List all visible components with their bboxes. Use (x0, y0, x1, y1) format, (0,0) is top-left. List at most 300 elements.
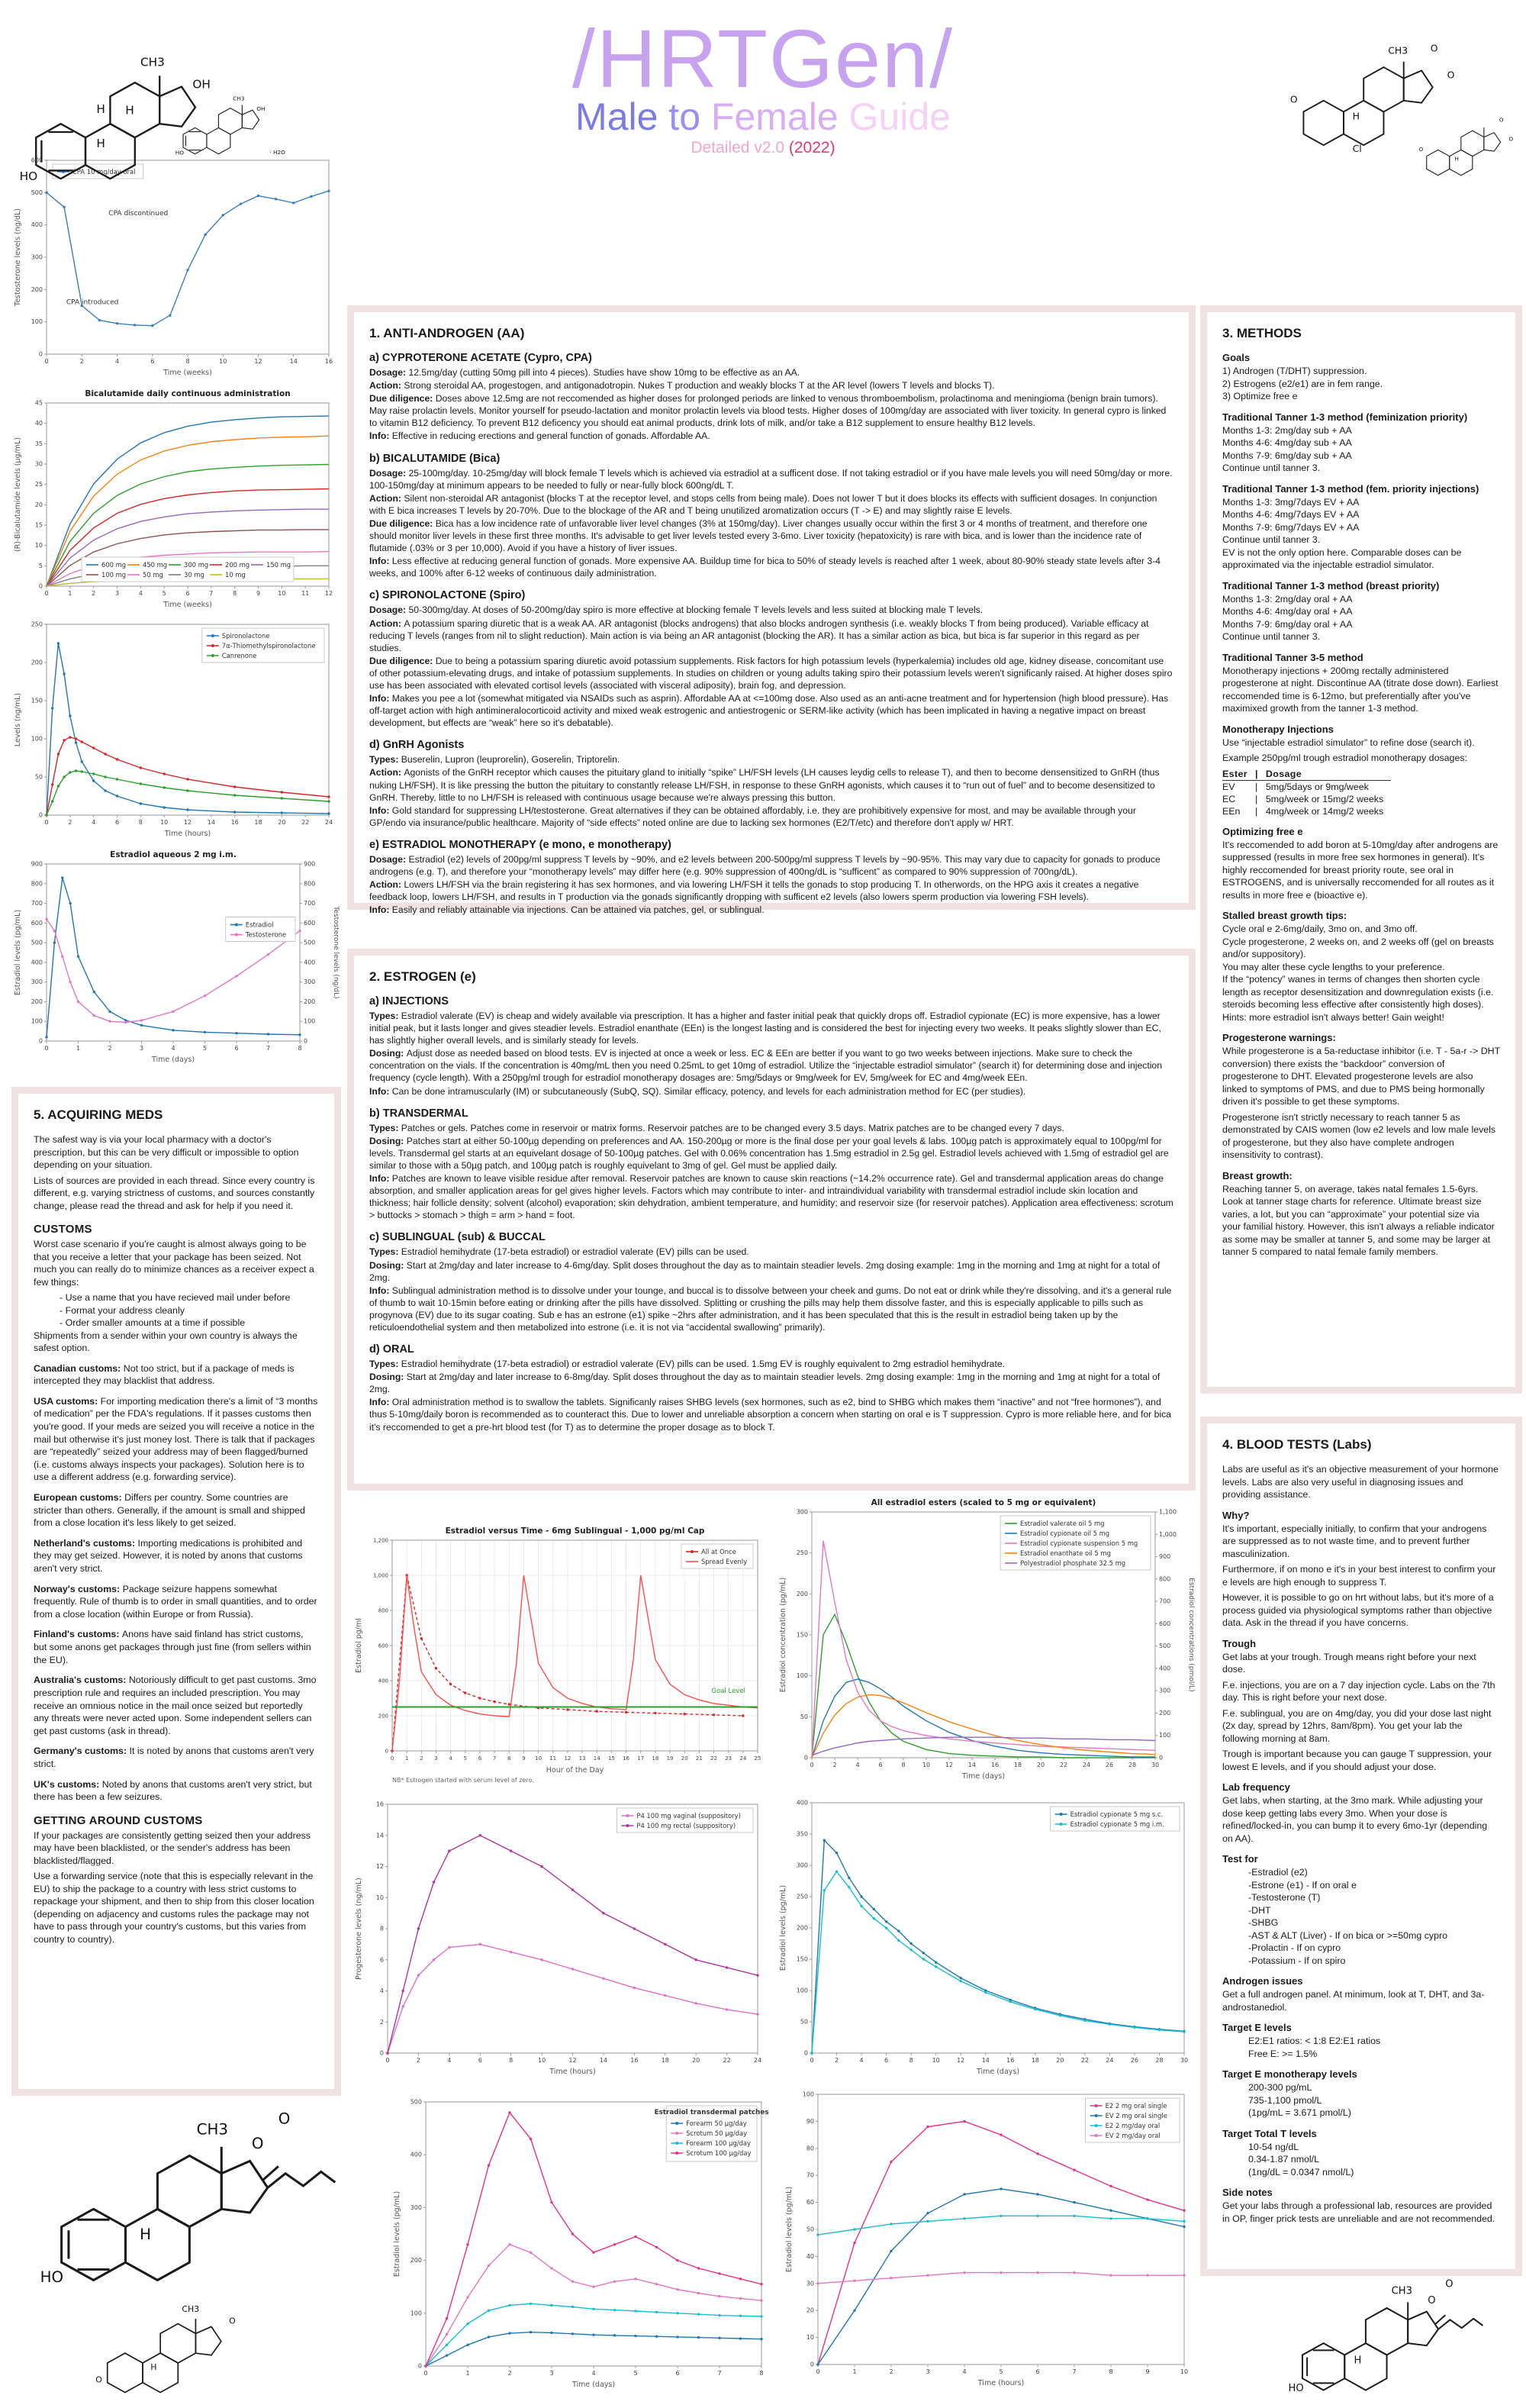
text-line: -Prolactin - If on cypro (1248, 1942, 1341, 1953)
svg-text:150: 150 (31, 697, 43, 704)
text-line: If the “potency” wanes in terms of changes then shorten cycle length as receptor desensitization and downregulation exists (i.e. steroids becoming less effective after consistently high doses). (1222, 974, 1494, 1010)
ester-table-cell: 4mg/week or 14mg/2 weeks (1265, 805, 1384, 817)
esters-chart-container (777, 1492, 1195, 1784)
svg-text:500: 500 (1159, 1642, 1171, 1650)
ester-table-cell: 5mg/week or 15mg/2 weeks (1265, 793, 1384, 804)
drug-field: Info: Oral administration method is to swallow the tablets. Significanly raises SHBG levels (sex hormones, such as e2, bind to SHBG which makes them “inactive” and not “free hormones”), and thus 5-10mg/daily boron is recommended as to counteract this. Due to lower and unreliable absorption a concern when starting on oral e is T suppression. Cypro is more reliable here, and for bica it's reccomended to get a pre-hrt blood test (for T) as to determine the proper dosage as to block T. (369, 1397, 1171, 1433)
field-label: Info: (369, 904, 392, 916)
svg-text:2: 2 (108, 1045, 112, 1052)
field-label: Action: (369, 617, 404, 629)
drug-field: Dosing: Start at 2mg/day and later increase to 6-8mg/day. Split doses throughout the day as to maintain steadier levels. 2mg dosing example: 1mg in the morning and 1mg at night for a total of 2mg. (369, 1372, 1161, 1395)
customs-entry: European customs: Differs per country. Some countries are stricter than others. Generally, if the amount is small and shipped from a close location it's less likely to get seized. (34, 1491, 305, 1529)
svg-text:Goal Level: Goal Level (711, 1688, 745, 1696)
svg-text:80: 80 (806, 2145, 814, 2152)
svg-text:14: 14 (593, 1755, 600, 1762)
svg-text:900: 900 (31, 860, 43, 868)
svg-text:100: 100 (31, 318, 43, 326)
svg-text:40: 40 (34, 420, 43, 427)
svg-text:Estradiol cypionate 5 mg i.m.: Estradiol cypionate 5 mg i.m. (1070, 1820, 1164, 1828)
svg-text:14: 14 (981, 2057, 990, 2064)
paragraph: It's reccomended to add boron at 5-10mg/day after androgens are suppressed (results in more free sex hormones in general). It's highly reccomended for breast priority route, see oral in ESTROGENS, and is universally reccomended for all routes as it results in more free e (bioactive e). (1222, 839, 1499, 901)
field-label: Dosing: (369, 1135, 407, 1146)
atom-label: O (1445, 2278, 1454, 2290)
svg-text:300: 300 (796, 1862, 808, 1869)
svg-text:400: 400 (378, 1678, 388, 1684)
svg-text:0: 0 (44, 1045, 49, 1052)
ecsc-chart-container (777, 1794, 1195, 2079)
svg-text:9: 9 (522, 1755, 526, 1762)
svg-text:0: 0 (38, 811, 43, 819)
svg-text:Levels (ng/mL): Levels (ng/mL) (14, 692, 22, 747)
svg-text:3: 3 (549, 2370, 554, 2377)
svg-text:0: 0 (810, 2361, 814, 2368)
svg-text:10 mg: 10 mg (225, 570, 246, 579)
drug-heading: b) BICALUTAMIDE (Bica) (369, 452, 501, 465)
svg-text:2: 2 (507, 2370, 512, 2377)
ester-table-cell: | (1255, 781, 1258, 792)
svg-text:Time (days): Time (days) (571, 2381, 616, 2389)
svg-text:24: 24 (753, 2057, 762, 2064)
spiro-chart (11, 615, 340, 841)
tagline-version: v2.0 (754, 139, 789, 156)
svg-text:400: 400 (410, 2151, 422, 2158)
svg-text:200: 200 (31, 659, 43, 666)
atom-label: H (125, 103, 134, 118)
svg-text:20: 20 (681, 1755, 688, 1762)
page-subtitle (575, 95, 951, 139)
svg-text:1,000: 1,000 (1159, 1530, 1177, 1538)
atom-label: O (1447, 69, 1455, 81)
customs-entry: USA customs: For importing medication there's a limit of “3 months of medication” per the FDA's regulations. If it passes customs then you're good. If your meds are seized you will receive a notice in the mail but otherwise it's just money lost. There is talk that if packages are “repeatedly” seized your address may of been flagged/burned (i.e. customs always inspects your packages). Solution here is to use a different address (e.g. forwarding service). (34, 1395, 318, 1483)
svg-text:450 mg: 450 mg (143, 560, 168, 569)
ester-table-cell: Ester (1222, 768, 1255, 781)
field-label: Dosage: (369, 604, 409, 616)
field-label: Info: (369, 1085, 392, 1097)
svg-text:4: 4 (591, 2370, 596, 2377)
svg-text:700: 700 (304, 900, 316, 907)
sub-heading: CUSTOMS (34, 1223, 92, 1236)
sub-heading: Test for (1222, 1853, 1258, 1865)
svg-text:7: 7 (266, 1045, 271, 1052)
customs-entry: Australia's customs: Notoriously difficult to get past customs. 3mo prescription rule and requires an included prescription. You may receive an omnious notice in the mail once seized but reportedly any threats were never acted upon. Some independent sellers can get past customs (ask in thread). (34, 1675, 317, 1736)
text-line: 10-54 ng/dL (1248, 2141, 1299, 2152)
svg-text:20: 20 (692, 2057, 700, 2064)
text-line: - Order smaller amounts at a time if possible (60, 1317, 246, 1328)
svg-text:28: 28 (1128, 1762, 1137, 1768)
svg-text:28: 28 (1155, 2057, 1164, 2064)
svg-text:E2 2 mg oral single: E2 2 mg oral single (1105, 2101, 1167, 2110)
svg-text:24: 24 (324, 819, 333, 826)
svg-text:Time (hours): Time (hours) (164, 830, 211, 838)
atom-label: O (278, 2110, 291, 2128)
atom-label: O (1499, 116, 1504, 124)
svg-text:Estradiol aqueous 2 mg i.m.: Estradiol aqueous 2 mg i.m. (110, 850, 237, 859)
field-label: Action: (369, 492, 404, 504)
svg-text:12: 12 (945, 1762, 954, 1768)
svg-text:7α-Thiomethylspironolactone: 7α-Thiomethylspironolactone (221, 641, 316, 650)
field-label: Action: (369, 767, 404, 778)
svg-text:Time (days): Time (days) (976, 2068, 1020, 2076)
svg-text:200: 200 (796, 1590, 808, 1597)
svg-text:500: 500 (31, 189, 43, 196)
text-line: 200-300 pg/mL (1248, 2082, 1312, 2093)
svg-text:50: 50 (800, 2018, 808, 2026)
paragraph: Furthermore, if on mono e it's in your best interest to confirm your e levels are high enough to suppress T. (1222, 1564, 1496, 1588)
field-label: Types: (369, 1246, 401, 1258)
field-label: Action: (369, 879, 404, 891)
drug-field: Types: Estradiol hemihydrate (17-beta estradiol) or estradiol valerate (EV) pills can be used. 1.5mg EV is roughly equivalent to 2mg estradiol hemihydrate. (369, 1359, 1006, 1370)
text-line: -DHT (1248, 1904, 1271, 1916)
svg-text:Scrotum 50 µg/day: Scrotum 50 µg/day (686, 2129, 748, 2137)
svg-text:400: 400 (31, 959, 43, 966)
text-line: You may alter these cycle lengths to your preference. (1222, 961, 1445, 972)
text-line: 2) Estrogens (e2/e1) are in fem range. (1222, 378, 1383, 389)
estradiol-hemihydrate-structure (174, 87, 285, 163)
svg-text:15: 15 (34, 521, 43, 529)
svg-text:8: 8 (138, 819, 143, 826)
subtitle-part: Guide (838, 95, 951, 138)
atom-label: CH3 (182, 2304, 200, 2315)
svg-text:Time (hours): Time (hours) (977, 2379, 1025, 2387)
svg-text:250: 250 (31, 621, 43, 628)
ester-table-cell: EV (1222, 781, 1235, 792)
section-title: 1. ANTI-ANDROGEN (AA) (369, 326, 525, 340)
svg-text:Hour of the Day: Hour of the Day (546, 1766, 604, 1775)
svg-text:4: 4 (962, 2368, 967, 2375)
svg-text:4: 4 (855, 1762, 860, 1768)
svg-text:10: 10 (535, 1755, 542, 1762)
svg-text:30: 30 (1180, 2057, 1189, 2064)
text-line: Cycle progesterone, 2 weeks on, and 2 weeks off (gel on breasts and/or suppository). (1222, 936, 1494, 959)
svg-text:100: 100 (802, 2090, 814, 2098)
text-line-group (1222, 923, 1500, 1023)
svg-text:300: 300 (1159, 1687, 1171, 1694)
oral-chart (783, 2085, 1195, 2390)
drug-field: Dosage: 12.5mg/day (cutting 50mg pill into 4 pieces). Studies have show 10mg to be effective as an AA. (369, 367, 800, 378)
svg-text:14: 14 (375, 1832, 384, 1839)
svg-text:26: 26 (1105, 1762, 1114, 1768)
paragraph: Trough is important because you can gauge T suppression, your lowest E levels, and if you should adjust your dose. (1222, 1749, 1492, 1772)
svg-text:0: 0 (803, 1754, 808, 1762)
text-line: 1) Androgen (T/DHT) suppression. (1222, 366, 1367, 376)
sub-heading: Target Total T levels (1222, 2127, 1317, 2139)
sub-heading: Side notes (1222, 2187, 1273, 2198)
svg-text:600: 600 (1159, 1620, 1171, 1627)
drug-field: Info: Makes you pee a lot (somewhat mitigated via NSAIDs such as asprin). Affordable AA at <=100mg dose. Also used as an anti-acne treatment and for hypertension (high blood pressure). Has off-target action with high antimineralocorticoid activity and mixed weak estrogenic and antiestrogenic or SERM-like activity (which has been implicated in having a negative impact on breast development, but effects are “weak” here so it's debatable). (369, 693, 1169, 729)
text-line: 0.34-1.87 nmol/L (1248, 2154, 1319, 2165)
atom-label: O (251, 2135, 264, 2153)
svg-text:25: 25 (34, 481, 43, 488)
oral-chart-container (783, 2085, 1195, 2390)
atom-label: OH (192, 77, 211, 92)
drug-field: Info: Easily and reliably attainable via injections. Can be attained via patches, gel, or sublingual. (369, 904, 765, 916)
field-label: Info: (369, 556, 392, 567)
atom-label: CH3 (140, 55, 165, 69)
svg-text:Time (days): Time (days) (151, 1056, 195, 1064)
text-line: Months 1-3: 2mg/day sub + AA (1222, 424, 1352, 436)
svg-text:1,100: 1,100 (1159, 1508, 1177, 1516)
text-line: 3) Optimize free e (1222, 391, 1298, 401)
paragraph: Get your labs through a professional lab, resources are provided in OP, finger prick tests are unreliable and are not recommended. (1222, 2200, 1495, 2224)
svg-text:25: 25 (754, 1755, 761, 1762)
subtitle-part: Female (710, 95, 839, 138)
svg-text:11: 11 (549, 1755, 557, 1762)
svg-text:100: 100 (410, 2310, 422, 2317)
svg-text:Estradiol valerate oil 5 mg: Estradiol valerate oil 5 mg (1020, 1519, 1105, 1527)
page-title: /HRTGen/ (571, 12, 955, 105)
text-line: Cycle oral e 2-6mg/daily, 3mo on, and 3mo off. (1222, 924, 1418, 934)
atom-label: H (1354, 2355, 1362, 2367)
field-label: Due diligence: (369, 517, 436, 529)
drug-field: Action: Lowers LH/FSH via the brain registering it has sex hormones, and via lowering LH/FSH it tells the gonads to stop producing T. In otherwords, on the HPG axis it creates a negative feedback loop, lowers LH/FSH, and results in T production via the gonads significantly dropping with sufficent e2 levels (also lowers sperm production via lowering FSH levels). (369, 879, 1139, 903)
svg-text:6: 6 (234, 1045, 239, 1052)
atom-label: O (1508, 135, 1514, 143)
paragraph: Labs are useful as it's an objective measurement of your hormone levels. Labs are also very useful in diagnosing issues and providing assistance. (1222, 1464, 1499, 1500)
paragraph: If your packages are consistently getting seized then your address may have been blacklisted, or the sender's address has been blacklisted/flagged. (34, 1829, 311, 1866)
drug-field: Info: Can be done intramuscularly (IM) or subcutaneously (SubQ, SQ). Similar efficacy, potency, and levels for each administration method for EC (per studies). (369, 1085, 1026, 1097)
atom-label: O (1418, 146, 1424, 153)
svg-text:3: 3 (926, 2368, 930, 2375)
drug-field: Due diligence: Doses above 12.5mg are not reccomended as higher doses for prolonged periods are linked to venous thromboembolism, prolactinoma and meningioma (benign brain tumors). May raise prolactin levels. Monitor yourself for pseudo-lactation and monitor prolactin levels via blood tests. Higher doses of 100mg/day are associated with liver toxicity. In general cypro is linked to vitamin B12 deficiency. To prevent B12 deficency you should eat animal products, drink lots of milk, and/or take a B12 supplement to ensure healthy B12 levels. (369, 393, 1167, 429)
svg-text:200: 200 (31, 998, 43, 1005)
section-title: 3. METHODS (1222, 326, 1302, 340)
svg-text:8: 8 (298, 1045, 302, 1052)
text-line: -Potassium - If on spiro (1248, 1955, 1346, 1966)
spiro-chart-container (11, 615, 340, 841)
paragraph: Use a forwarding service (note that this is especially relevant in the EU) to ship the package to a country with less strict customs to repackage your shipment, and then to ship from this closer location (depending on adjacency and customs rules the package may not have to pass through your country's customs, but this varies from country to country). (34, 1871, 314, 1945)
text-line-group (1222, 2081, 1500, 2119)
svg-text:2: 2 (379, 2018, 384, 2026)
svg-text:500: 500 (410, 2098, 422, 2106)
acquiring-meds-section (11, 1087, 341, 2096)
atom-label: HO (19, 169, 38, 183)
paragraph: While progesterone is a 5a-reductase inhibitor (i.e. T - 5a-r -> DHT conversion) there exists the “backdoor” conversion of progesterone to DHT. Elevated progesterone levels are also linked to symptoms of PMS, and due to PMS being hormonally driven it's possible to get these symptoms. (1222, 1046, 1500, 1107)
svg-text:18: 18 (254, 819, 262, 826)
field-label: Dosage: (369, 853, 409, 865)
drug-field: Dosage: 50-300mg/day. At doses of 50-200mg/day spiro is more effective at blocking female T levels levels and less suited at blocking male T levels. (369, 604, 984, 616)
svg-text:50: 50 (806, 2226, 814, 2233)
svg-text:0: 0 (38, 1037, 43, 1045)
svg-text:300: 300 (31, 978, 43, 986)
svg-text:18: 18 (661, 2057, 669, 2064)
svg-text:50 mg: 50 mg (143, 570, 163, 579)
svg-text:300: 300 (410, 2203, 422, 2211)
svg-text:0: 0 (423, 2370, 428, 2377)
svg-text:Time (hours): Time (hours) (549, 2068, 596, 2076)
svg-text:250: 250 (796, 1893, 808, 1900)
svg-text:12: 12 (564, 1755, 571, 1762)
patches-chart (391, 2093, 772, 2392)
drug-heading: c) SPIRONOLACTONE (Spiro) (369, 589, 526, 602)
drug-field: Dosing: Adjust dose as needed based on blood tests. EV is injected at once a week or less. EC & EEn are better if you want to go two weeks between injections. Make sure to check the concentration on the vials. If the concentration is 40mg/mL then you need 0.25mL to get 10mg of estradiol. Utilize the “injectable estradiol simulator” (search it) for determining dose and injection frequency (cycle length). With a 250pg/ml trough for estradiol monotherapy dosages are: 5mg/5days or 9mg/week for EV, 5mg/week for EC and 4mg/week EEn. (369, 1048, 1162, 1084)
text-line: Months 4-6: 4mg/7days EV + AA (1222, 509, 1360, 520)
svg-text:1: 1 (465, 2370, 470, 2377)
paragraph: However, it is possible to go on hrt without labs, but it's more of a process guided via physiological symptoms rather than objective data. Ask in the thread if you have concerns. (1222, 1592, 1494, 1628)
svg-text:0: 0 (38, 582, 43, 590)
text-line: Months 4-6: 4mg/day sub + AA (1222, 437, 1352, 448)
svg-text:CPA 10 mg/day oral: CPA 10 mg/day oral (72, 167, 136, 176)
svg-text:16: 16 (375, 1800, 384, 1808)
svg-text:12: 12 (568, 2057, 577, 2064)
drug-field: Types: Estradiol valerate (EV) is cheap and widely available via prescription. It has a higher and faster initial peak that quickly drops off. Estradiol cypionate (EC) is more expensive, has a lower initial peak, but it lasts longer and gives steadier levels. Estradiol enanthate (EEn) is the longest lasting and is considered the best for injecting every two weeks. It peaks slightly slower than EC, has slightly higher overall levels, and is similarly steady for levels. (369, 1011, 1161, 1046)
field-label: Info: (369, 693, 392, 704)
svg-text:800: 800 (31, 880, 43, 888)
svg-text:6: 6 (478, 2057, 482, 2064)
svg-text:All at Once: All at Once (701, 1547, 736, 1555)
sub-heading: Monotherapy Injections (1222, 723, 1334, 735)
svg-text:60: 60 (806, 2199, 814, 2207)
paragraph: It's important, especially initially, to confirm that your androgens are suppressed as to not waste time, and to prevent further masculinization. (1222, 1523, 1487, 1559)
field-label: Due diligence: (369, 393, 436, 405)
svg-text:6: 6 (379, 1956, 384, 1964)
svg-text:24: 24 (1106, 2057, 1114, 2064)
svg-text:10: 10 (278, 590, 286, 597)
text-line-group (1222, 365, 1500, 403)
svg-text:100: 100 (1159, 1732, 1171, 1739)
drug-field: Action: Silent non-steroidal AR antagonist (blocks T at the receptor level, and stops cells from being male). Does not lower T but it does blocks its effects with sufficient dosages. In conjunction with E bica increases T levels by 20-70%. Due to the blockage of the AR and T being unutilized aromatization occurs (T -> E) and may slightly raise E levels. (369, 492, 1157, 516)
drug-field: Dosing: Start at 2mg/day and later increase to 4-6mg/day. Split doses throughout the day as to maintain steadier levels. 2mg dosing example: 1mg in the morning and 1mg at night for a total of 2mg. (369, 1259, 1161, 1283)
svg-text:12: 12 (254, 358, 262, 365)
atom-label: H (1454, 155, 1459, 163)
estradiol-ester-structure (1250, 2273, 1521, 2404)
svg-text:EV 2 mg oral single: EV 2 mg oral single (1105, 2111, 1167, 2119)
text-line: -Testosterone (T) (1248, 1892, 1321, 1903)
text-line: Months 7-9: 6mg/day sub + AA (1222, 450, 1352, 461)
sub6-chart-container (353, 1520, 768, 1786)
svg-text:19: 19 (666, 1755, 674, 1762)
ester-table-cell: | (1255, 793, 1258, 804)
svg-text:2: 2 (420, 1755, 423, 1762)
svg-text:2: 2 (68, 819, 72, 826)
svg-text:Testosterone: Testosterone (245, 930, 287, 939)
svg-text:500: 500 (304, 939, 316, 946)
svg-text:Spread Evenly: Spread Evenly (701, 1557, 748, 1565)
svg-text:8: 8 (507, 1755, 511, 1762)
svg-text:400: 400 (1159, 1665, 1171, 1672)
prog-chart-container (353, 1795, 768, 2079)
text-line-group (1222, 496, 1500, 546)
svg-text:Estradiol transdermal patches: Estradiol transdermal patches (654, 2109, 769, 2116)
paragraph: Monotherapy injections + 200mg rectally administered progesterone at night. Discontinue AA (titrate dose down). Earliest reccomended time is 6-12mo, but preferentially after you've maximixed growth from the tanner 1-3 method. (1222, 665, 1499, 714)
svg-text:0: 0 (803, 2049, 808, 2057)
svg-text:8: 8 (759, 2370, 764, 2377)
sub-heading: Breast growth: (1222, 1169, 1293, 1181)
svg-text:200: 200 (410, 2257, 422, 2265)
svg-text:P4 100 mg vaginal (suppository: P4 100 mg vaginal (suppository) (636, 1811, 741, 1820)
paragraph: Example 250pg/ml trough estradiol monotherapy dosages: (1222, 753, 1467, 763)
svg-text:400: 400 (31, 221, 43, 229)
anti-androgen-section (347, 305, 1196, 916)
svg-text:10: 10 (219, 358, 227, 365)
svg-text:900: 900 (304, 860, 316, 868)
paragraph: Get labs, when starting, at the 3mo mark. While adjusting your dose keep getting labs every 3mo. When your dose is refined/locked-in, you can bump it to every 6mo-1yr (depending on AA). (1222, 1795, 1488, 1844)
estrogen-section (347, 949, 1196, 1491)
svg-text:200: 200 (31, 285, 43, 293)
text-line: Months 7-9: 6mg/day oral + AA (1222, 618, 1353, 630)
svg-text:4: 4 (114, 358, 120, 365)
svg-text:6: 6 (150, 358, 155, 365)
atom-label: O (229, 2316, 236, 2326)
svg-text:12: 12 (324, 590, 333, 597)
methods-section (1200, 305, 1522, 1394)
drug-field: Types: Estradiol hemihydrate (17-beta estradiol) or estradiol valerate (EV) pills can be used. (369, 1246, 749, 1258)
field-label: Germany's customs: (34, 1746, 130, 1757)
svg-text:Scrotum 100 µg/day: Scrotum 100 µg/day (686, 2149, 752, 2157)
field-label: Netherland's customs: (34, 1537, 138, 1549)
svg-text:4: 4 (379, 1987, 384, 1994)
svg-text:400: 400 (796, 1799, 808, 1807)
text-line: -Estradiol (e2) (1248, 1867, 1308, 1878)
svg-text:2: 2 (832, 1762, 837, 1768)
drug-field: Action: Strong steroidal AA, progestogen, and antigonadotropin. Nukes T production and weakly blocks T at the AR level (lowers T levels and blocks T). (369, 380, 995, 392)
paragraph: Get labs at your trough. Trough means right before your next dose. (1222, 1651, 1476, 1675)
svg-text:5: 5 (202, 1045, 208, 1052)
estradiol-hemihydrate-structure-container (174, 87, 285, 163)
svg-text:15: 15 (607, 1755, 615, 1762)
svg-text:6: 6 (675, 2370, 680, 2377)
sub-heading: GETTING AROUND CUSTOMS (34, 1813, 203, 1827)
svg-text:0: 0 (379, 2049, 384, 2057)
svg-text:300: 300 (31, 253, 43, 261)
atom-label: H (96, 102, 105, 116)
svg-text:70: 70 (806, 2171, 814, 2179)
svg-text:Estradiol cypionate suspension: Estradiol cypionate suspension 5 mg (1020, 1539, 1138, 1547)
svg-text:10: 10 (160, 819, 169, 826)
text-line-group (34, 1291, 319, 1330)
bica-chart (11, 383, 340, 612)
svg-text:30: 30 (34, 460, 43, 468)
svg-text:600: 600 (31, 156, 43, 164)
customs-entry: Germany's customs: It is noted by anons that customs aren't very strict. (34, 1746, 314, 1769)
svg-text:14: 14 (599, 2057, 608, 2064)
svg-text:50: 50 (800, 1713, 808, 1720)
svg-text:17: 17 (637, 1755, 645, 1762)
steroid-acetyl-structure-container (1418, 60, 1526, 235)
svg-text:30: 30 (806, 2280, 814, 2287)
svg-text:0: 0 (417, 2362, 422, 2370)
svg-text:26: 26 (1130, 2057, 1139, 2064)
svg-text:200: 200 (378, 1713, 388, 1720)
field-label: Info: (369, 1173, 392, 1185)
svg-text:0: 0 (304, 1037, 308, 1045)
text-line: -SHBG (1248, 1917, 1279, 1928)
drug-field: Dosage: Estradiol (e2) levels of 200pg/ml suppress T levels by ~90%, and e2 levels between 200-500pg/ml suppress T levels by ~90-95%. This may vary due to capacity for gonads to produce androgens (e.g. T), and therefore your “monotherapy levels” may differ here (e.g. 90% suppression of 400ng/dL is “sufficent” as compared to 90% suppression of 700ng/dL). (369, 853, 1161, 877)
svg-text:200: 200 (304, 998, 316, 1005)
sub-heading: Target E monotherapy levels (1222, 2068, 1357, 2080)
svg-text:100: 100 (304, 1017, 316, 1025)
sub-heading: Target E levels (1222, 2022, 1292, 2033)
text-line: Continue until tanner 3. (1222, 463, 1321, 473)
svg-text:12: 12 (183, 819, 192, 826)
text-line-group (1222, 593, 1500, 643)
svg-text:100: 100 (796, 1672, 808, 1680)
ecsc-chart (777, 1794, 1195, 2079)
svg-text:1: 1 (68, 590, 72, 597)
svg-text:4: 4 (92, 819, 96, 826)
svg-text:0: 0 (390, 1755, 394, 1762)
svg-text:16: 16 (230, 819, 239, 826)
svg-text:600 mg: 600 mg (101, 560, 127, 569)
atom-label: HO (1288, 2383, 1304, 2395)
field-label: Norway's customs: (34, 1583, 123, 1594)
customs-entry: Norway's customs: Package seizure happens somewhat frequently. Rule of thumb is to order in small quantities, and to order from a close location (within Europe or from Russia). (34, 1583, 317, 1620)
text-line: Months 4-6: 4mg/day oral + AA (1222, 606, 1353, 617)
svg-text:8: 8 (901, 1762, 906, 1768)
atom-label: O (1289, 93, 1298, 105)
sub-heading: Androgen issues (1222, 1975, 1303, 1987)
svg-text:Estradiol concentrations (pmol: Estradiol concentrations (pmol/L) (1187, 1578, 1195, 1692)
paragraph: EV is not the only option here. Comparable doses can be approximated via the injectable estradiol simulator. (1222, 546, 1462, 570)
